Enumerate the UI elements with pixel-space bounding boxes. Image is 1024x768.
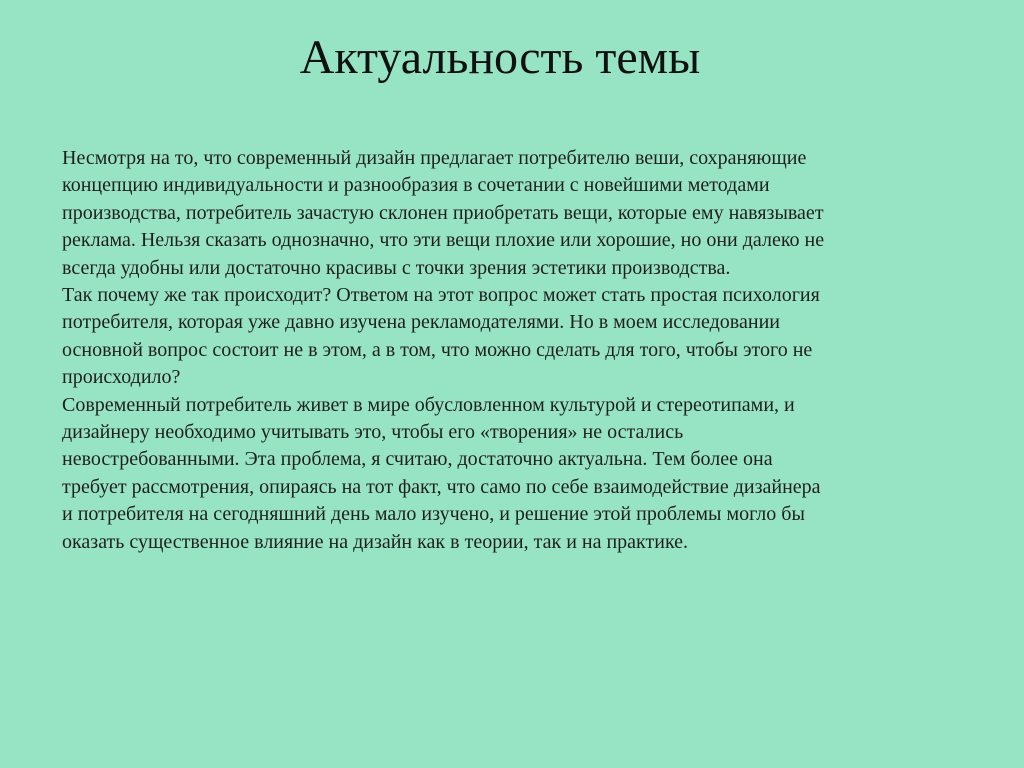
body-line: происходило? bbox=[62, 366, 181, 389]
body-line: реклама. Нельзя сказать однозначно, что эти вещи плохие или хорошие, но они далеко не bbox=[62, 229, 825, 252]
body-line: всегда удобны или достаточно красивы с точки зрения эстетики производства. bbox=[62, 256, 731, 279]
body-line: Так почему же так происходит? Ответом на этот вопрос может стать простая психология bbox=[62, 284, 820, 307]
body-line: невостребованными. Эта проблема, я считаю, достаточно актуальна. Тем более она bbox=[62, 448, 773, 471]
body-line: потребителя, которая уже давно изучена рекламодателями. Но в моем исследовании bbox=[62, 311, 780, 334]
slide-title: Актуальность темы bbox=[299, 31, 701, 84]
body-line: Современный потребитель живет в мире обусловленном культурой и стереотипами, и bbox=[62, 393, 795, 416]
slide-body bbox=[62, 145, 962, 556]
body-line: концепцию индивидуальности и разнообразия в сочетании с новейшими методами bbox=[62, 174, 770, 197]
body-line: оказать существенное влияние на дизайн как в теории, так и на практике. bbox=[62, 530, 689, 553]
body-line: требует рассмотрения, опираясь на тот факт, что само по себе взаимодействие дизайнера bbox=[62, 475, 821, 498]
body-line: дизайнеру необходимо учитывать это, чтобы его «творения» не остались bbox=[62, 421, 684, 444]
body-line: основной вопрос состоит не в этом, а в том, что можно сделать для того, чтобы этого не bbox=[62, 338, 813, 361]
body-line: производства, потребитель зачастую склонен приобретать вещи, которые ему навязывает bbox=[62, 201, 824, 224]
body-line: Несмотря на то, что современный дизайн предлагает потребителю веши, сохраняющие bbox=[62, 147, 807, 169]
body-line: и потребителя на сегодняшний день мало изучено, и решение этой проблемы могло бы bbox=[62, 503, 805, 526]
